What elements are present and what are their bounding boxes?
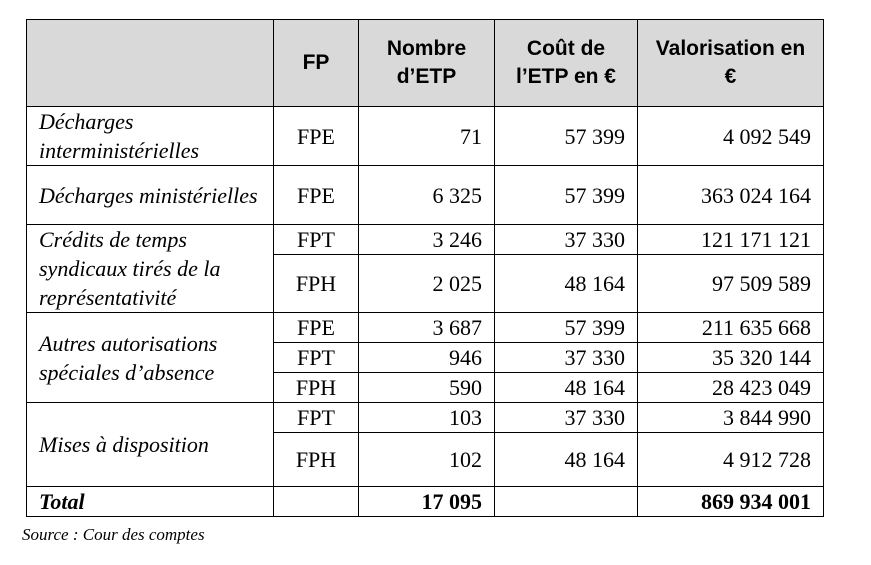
total-label: Total <box>27 487 274 517</box>
cout-cell: 48 164 <box>495 255 638 313</box>
category-label: Crédits de temps syndicaux tirés de la représentativité <box>27 225 274 313</box>
fp-cell: FPH <box>274 255 359 313</box>
cost-table <box>26 19 824 517</box>
cout-cell: 48 164 <box>495 373 638 403</box>
table-row <box>27 107 824 166</box>
fp-cell: FPE <box>274 313 359 343</box>
cout-cell: 57 399 <box>495 166 638 225</box>
etp-cell: 2 025 <box>359 255 495 313</box>
etp-cell: 71 <box>359 107 495 166</box>
val-cell: 28 423 049 <box>638 373 824 403</box>
val-cell: 211 635 668 <box>638 313 824 343</box>
fp-cell: FPE <box>274 166 359 225</box>
cout-cell: 37 330 <box>495 403 638 433</box>
val-cell: 35 320 144 <box>638 343 824 373</box>
etp-cell: 3 246 <box>359 225 495 255</box>
table-row <box>27 225 824 255</box>
fp-cell: FPE <box>274 107 359 166</box>
fp-cell: FPT <box>274 403 359 433</box>
header-cout-etp: Coût de l’ETP en € <box>495 20 638 107</box>
etp-cell: 102 <box>359 433 495 487</box>
header-nombre-etp: Nombre d’ETP <box>359 20 495 107</box>
val-cell: 121 171 121 <box>638 225 824 255</box>
fp-cell: FPT <box>274 343 359 373</box>
val-cell: 3 844 990 <box>638 403 824 433</box>
fp-cell: FPH <box>274 373 359 403</box>
table-row <box>27 313 824 343</box>
cout-cell: 48 164 <box>495 433 638 487</box>
category-label: Décharges ministérielles <box>27 166 274 225</box>
total-val-cell: 869 934 001 <box>638 487 824 517</box>
source-note: Source : Cour des comptes <box>22 525 205 544</box>
cout-cell: 37 330 <box>495 343 638 373</box>
total-row <box>27 487 824 517</box>
total-fp-cell <box>274 487 359 517</box>
etp-cell: 946 <box>359 343 495 373</box>
val-cell: 4 912 728 <box>638 433 824 487</box>
cout-cell: 57 399 <box>495 313 638 343</box>
header-fp: FP <box>274 20 359 107</box>
total-cout-cell <box>495 487 638 517</box>
val-cell: 363 024 164 <box>638 166 824 225</box>
fp-cell: FPT <box>274 225 359 255</box>
cout-cell: 37 330 <box>495 225 638 255</box>
etp-cell: 103 <box>359 403 495 433</box>
cout-cell: 57 399 <box>495 107 638 166</box>
etp-cell: 3 687 <box>359 313 495 343</box>
total-etp-cell: 17 095 <box>359 487 495 517</box>
category-label: Autres autorisations spéciales d’absence <box>27 313 274 403</box>
fp-cell: FPH <box>274 433 359 487</box>
etp-cell: 6 325 <box>359 166 495 225</box>
table-row <box>27 403 824 433</box>
header-valorisation: Valorisation en € <box>638 20 824 107</box>
table-row <box>27 166 824 225</box>
category-label: Décharges interministérielles <box>27 107 274 166</box>
category-label: Mises à disposition <box>27 403 274 487</box>
etp-cell: 590 <box>359 373 495 403</box>
val-cell: 4 092 549 <box>638 107 824 166</box>
val-cell: 97 509 589 <box>638 255 824 313</box>
header-row <box>27 20 824 107</box>
header-category <box>27 20 274 107</box>
